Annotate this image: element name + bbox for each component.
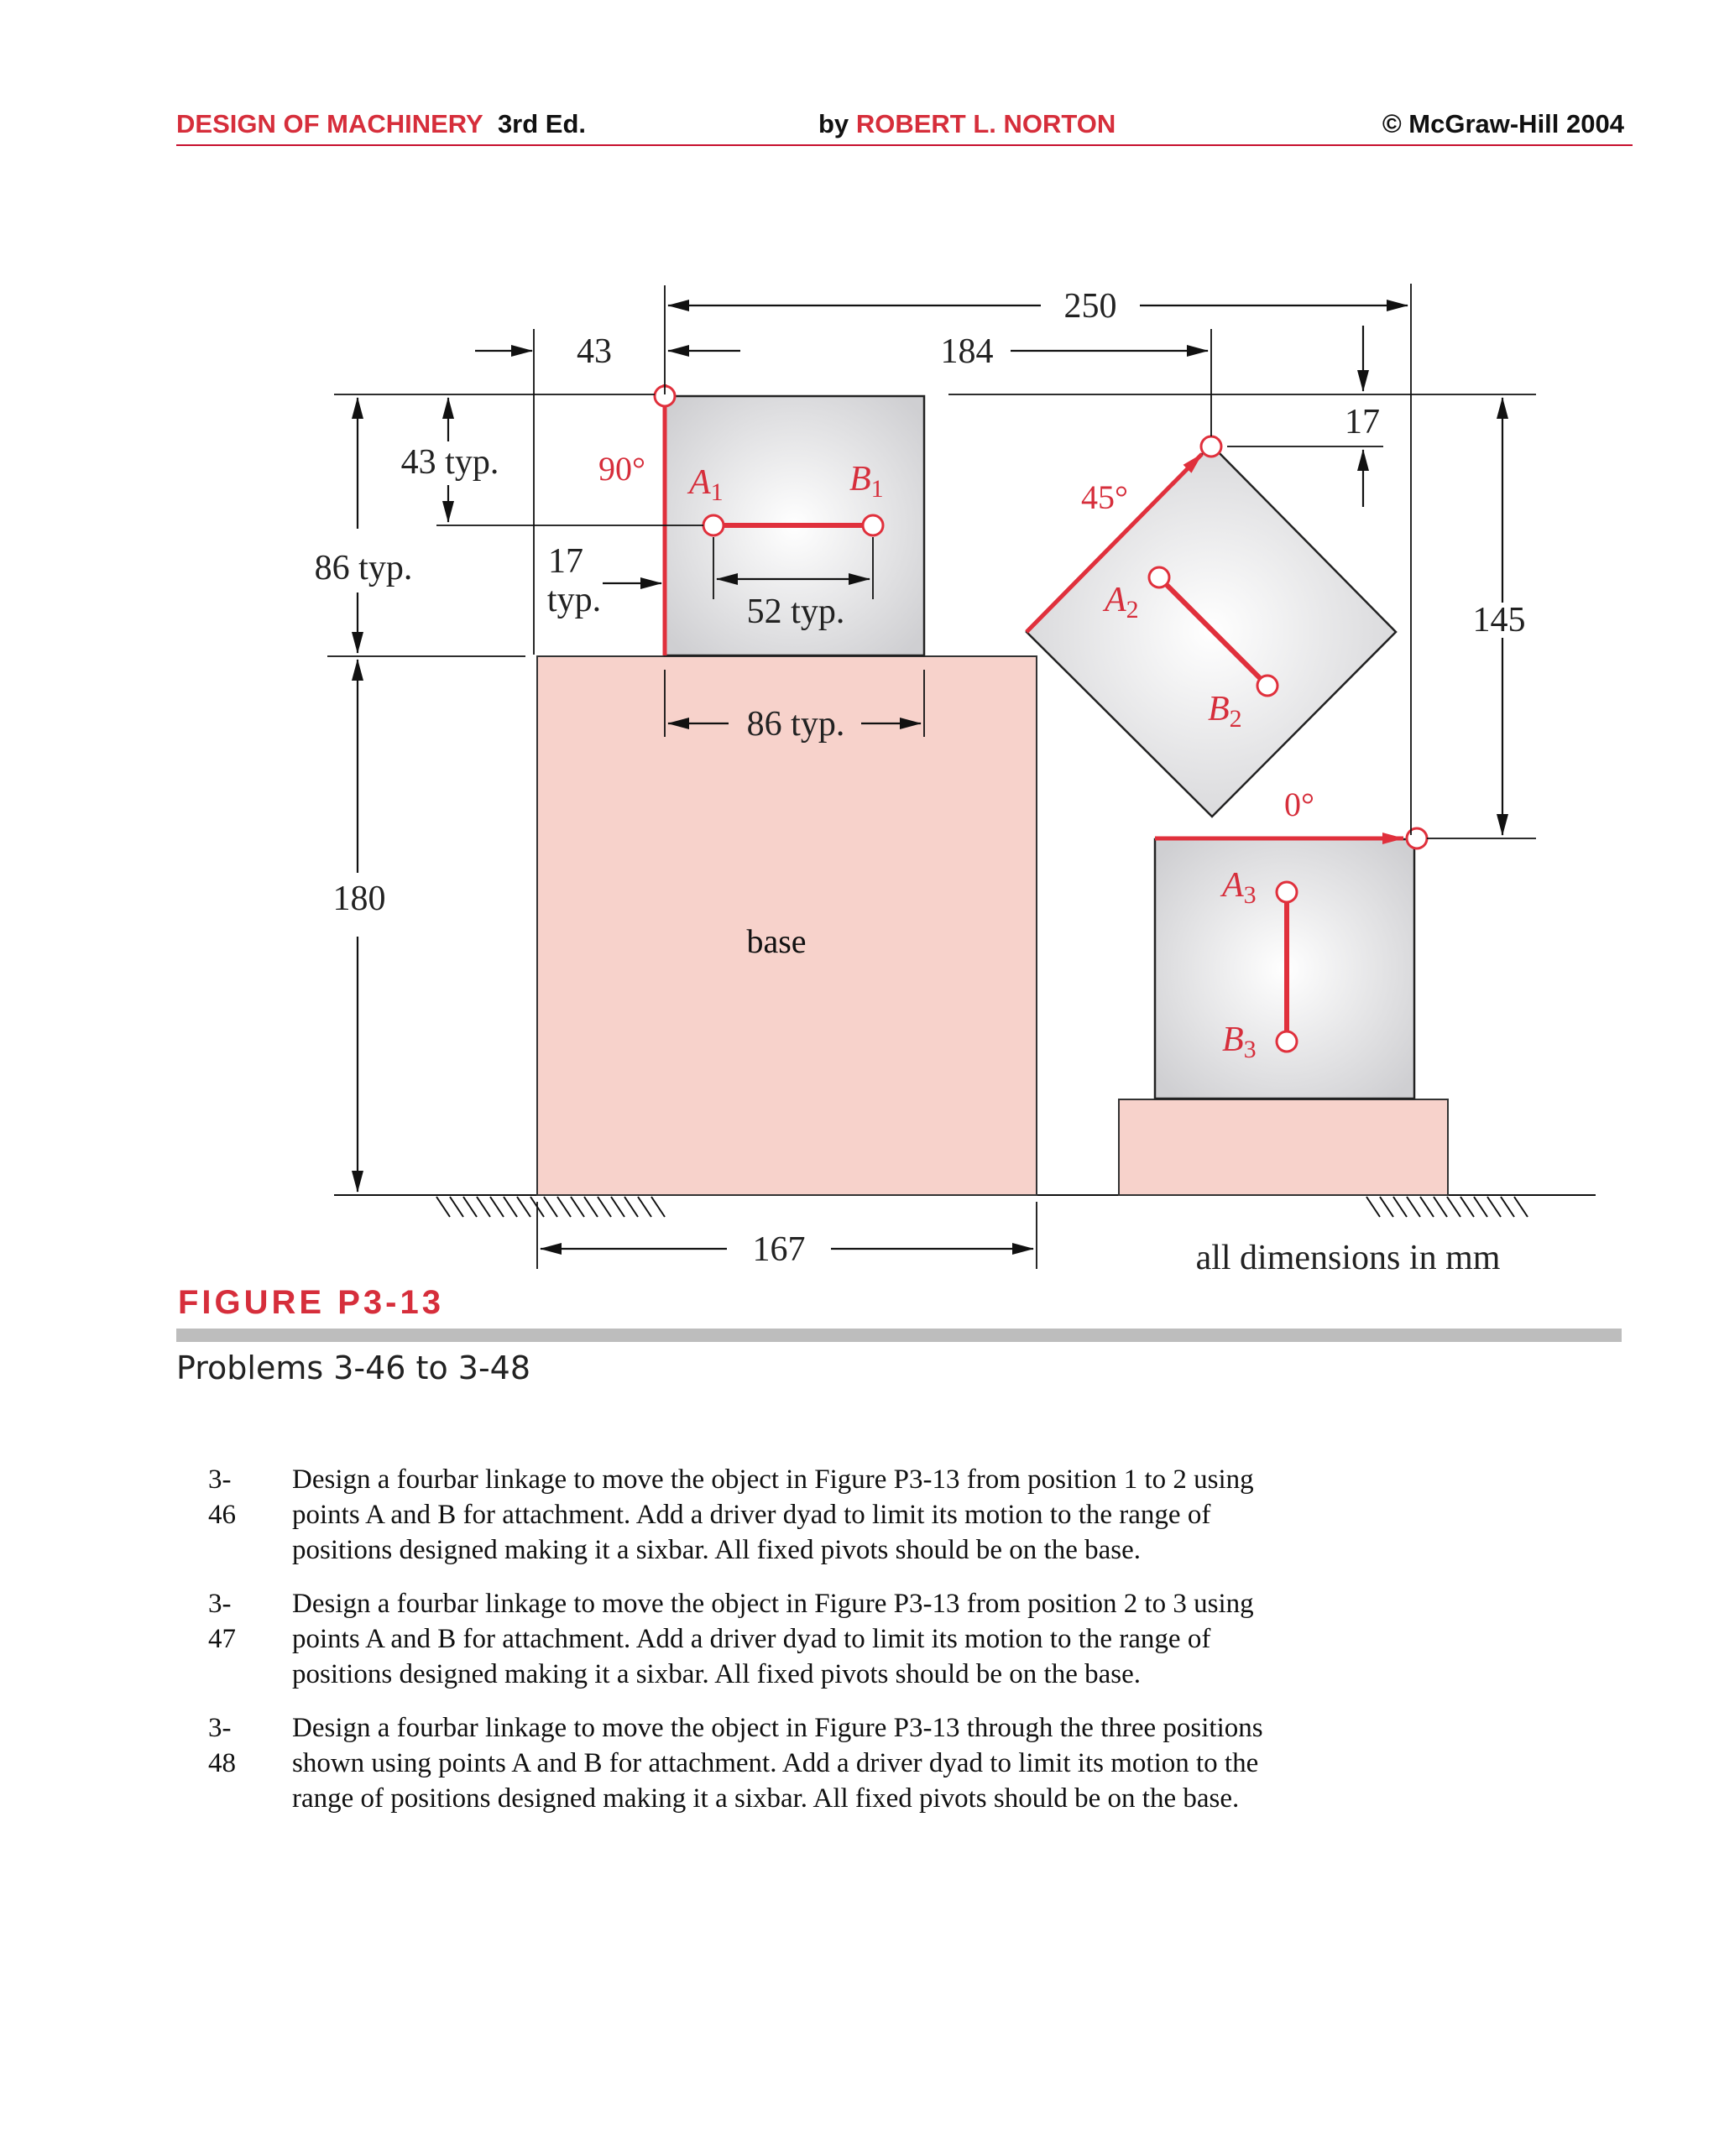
label-b1: B1 [849, 460, 884, 503]
hatch-mark [1393, 1197, 1407, 1217]
hatch-mark [1434, 1197, 1447, 1217]
problem-line: positions designed making it a sixbar. All fixed pivots should be on the base. [292, 1659, 1141, 1689]
dim-text-86typ-v: 86 typ. [314, 549, 413, 587]
ground-hatch-left [436, 1197, 665, 1217]
hatch-mark [436, 1197, 450, 1217]
point-b2 [1257, 676, 1277, 696]
problem-line: Design a fourbar linkage to move the object in Figure P3-13 from position 1 to 2 using [292, 1464, 1254, 1495]
label-b2: B2 [1208, 690, 1242, 733]
dim-text-184: 184 [940, 332, 994, 371]
hatch-mark [1501, 1197, 1514, 1217]
problem-line: positions designed making it a sixbar. All fixed pivots should be on the base. [292, 1535, 1141, 1565]
point-b3 [1277, 1031, 1297, 1052]
base-block-small [1119, 1099, 1448, 1195]
hatch-mark [450, 1197, 463, 1217]
base-label: base [746, 922, 807, 960]
hatch-mark [1460, 1197, 1474, 1217]
dim-text-86typ-h: 86 typ. [746, 705, 845, 744]
label-b3: B3 [1222, 1021, 1257, 1063]
hatch-mark [584, 1197, 598, 1217]
units-note: all dimensions in mm [1195, 1239, 1501, 1277]
hatch-mark [1474, 1197, 1487, 1217]
hatch-mark [1487, 1197, 1501, 1217]
hatch-mark [571, 1197, 584, 1217]
problem-line: shown using points A and B for attachment. Add a driver dyad to limit its motion to the [292, 1748, 1259, 1778]
problem-number: 3-46 [208, 1464, 236, 1530]
problem-line: Design a fourbar linkage to move the object in Figure P3-13 through the three positions [292, 1713, 1263, 1743]
problem-text [292, 1710, 1518, 1816]
dim-text-17typ-a: 17 [548, 542, 583, 581]
ground [334, 1195, 1596, 1217]
hatch-mark [624, 1197, 638, 1217]
label-a3: A3 [1222, 866, 1257, 909]
ground-hatch-right [1366, 1197, 1528, 1217]
hatch-mark [1447, 1197, 1460, 1217]
hatch-mark [477, 1197, 490, 1217]
point-a2 [1149, 567, 1169, 587]
problem-line: points A and B for attachment. Add a driver dyad to limit its motion to the range of [292, 1500, 1211, 1530]
dim-text-167: 167 [752, 1230, 806, 1269]
author-name: ROBERT L. NORTON [855, 109, 1116, 138]
hatch-mark [1420, 1197, 1434, 1217]
angle-label-2: 45° [1081, 478, 1128, 516]
figure-title: FIGURE P3-13 [178, 1284, 444, 1321]
problem-line: points A and B for attachment. Add a driver dyad to limit its motion to the range of [292, 1624, 1211, 1654]
hatch-mark [1380, 1197, 1393, 1217]
problem-text [292, 1462, 1518, 1568]
point-a1 [703, 515, 724, 535]
point-a3 [1277, 882, 1297, 902]
dim-text-180: 180 [332, 880, 386, 918]
corner-marker-2 [1201, 436, 1221, 457]
dim-text-43: 43 [577, 332, 612, 371]
problem-number: 3-47 [208, 1589, 236, 1654]
hatch-mark [1407, 1197, 1420, 1217]
figure-subtitle: Problems 3-46 to 3-48 [176, 1349, 531, 1386]
hatch-mark [651, 1197, 665, 1217]
hatch-mark [1514, 1197, 1528, 1217]
dim-text-17typ-b: typ. [546, 581, 602, 619]
hatch-mark [611, 1197, 624, 1217]
problem-text [292, 1586, 1518, 1692]
by-word: by [818, 109, 849, 138]
caption-rule [176, 1329, 1622, 1342]
angle-label-1: 90° [598, 450, 645, 488]
corner-marker-3 [1407, 828, 1427, 848]
problem-number: 3-48 [208, 1713, 236, 1778]
dim-text-43typ: 43 typ. [400, 443, 499, 482]
dim-text-52typ: 52 typ. [746, 593, 845, 631]
hatch-mark [544, 1197, 557, 1217]
angle-label-3: 0° [1284, 786, 1314, 823]
hatch-mark [557, 1197, 571, 1217]
hatch-mark [1366, 1197, 1380, 1217]
hatch-mark [490, 1197, 504, 1217]
hatch-mark [517, 1197, 530, 1217]
hatch-mark [598, 1197, 611, 1217]
dim-text-145: 145 [1472, 601, 1526, 639]
hatch-mark [463, 1197, 477, 1217]
dim-text-250: 250 [1063, 287, 1117, 326]
hatch-mark [504, 1197, 517, 1217]
label-a1: A1 [689, 463, 724, 506]
hatch-mark [638, 1197, 651, 1217]
book-name: DESIGN OF MACHINERY [176, 109, 483, 138]
copyright: © McGraw-Hill 2004 [1382, 109, 1624, 138]
label-a2: A2 [1105, 581, 1139, 624]
point-b1 [863, 515, 883, 535]
edition: 3rd Ed. [497, 109, 587, 138]
problem-line: range of positions designed making it a sixbar. All fixed pivots should be on the base. [292, 1783, 1240, 1814]
dim-text-17-top: 17 [1345, 403, 1380, 441]
problem-line: Design a fourbar linkage to move the object in Figure P3-13 from position 2 to 3 using [292, 1589, 1254, 1619]
